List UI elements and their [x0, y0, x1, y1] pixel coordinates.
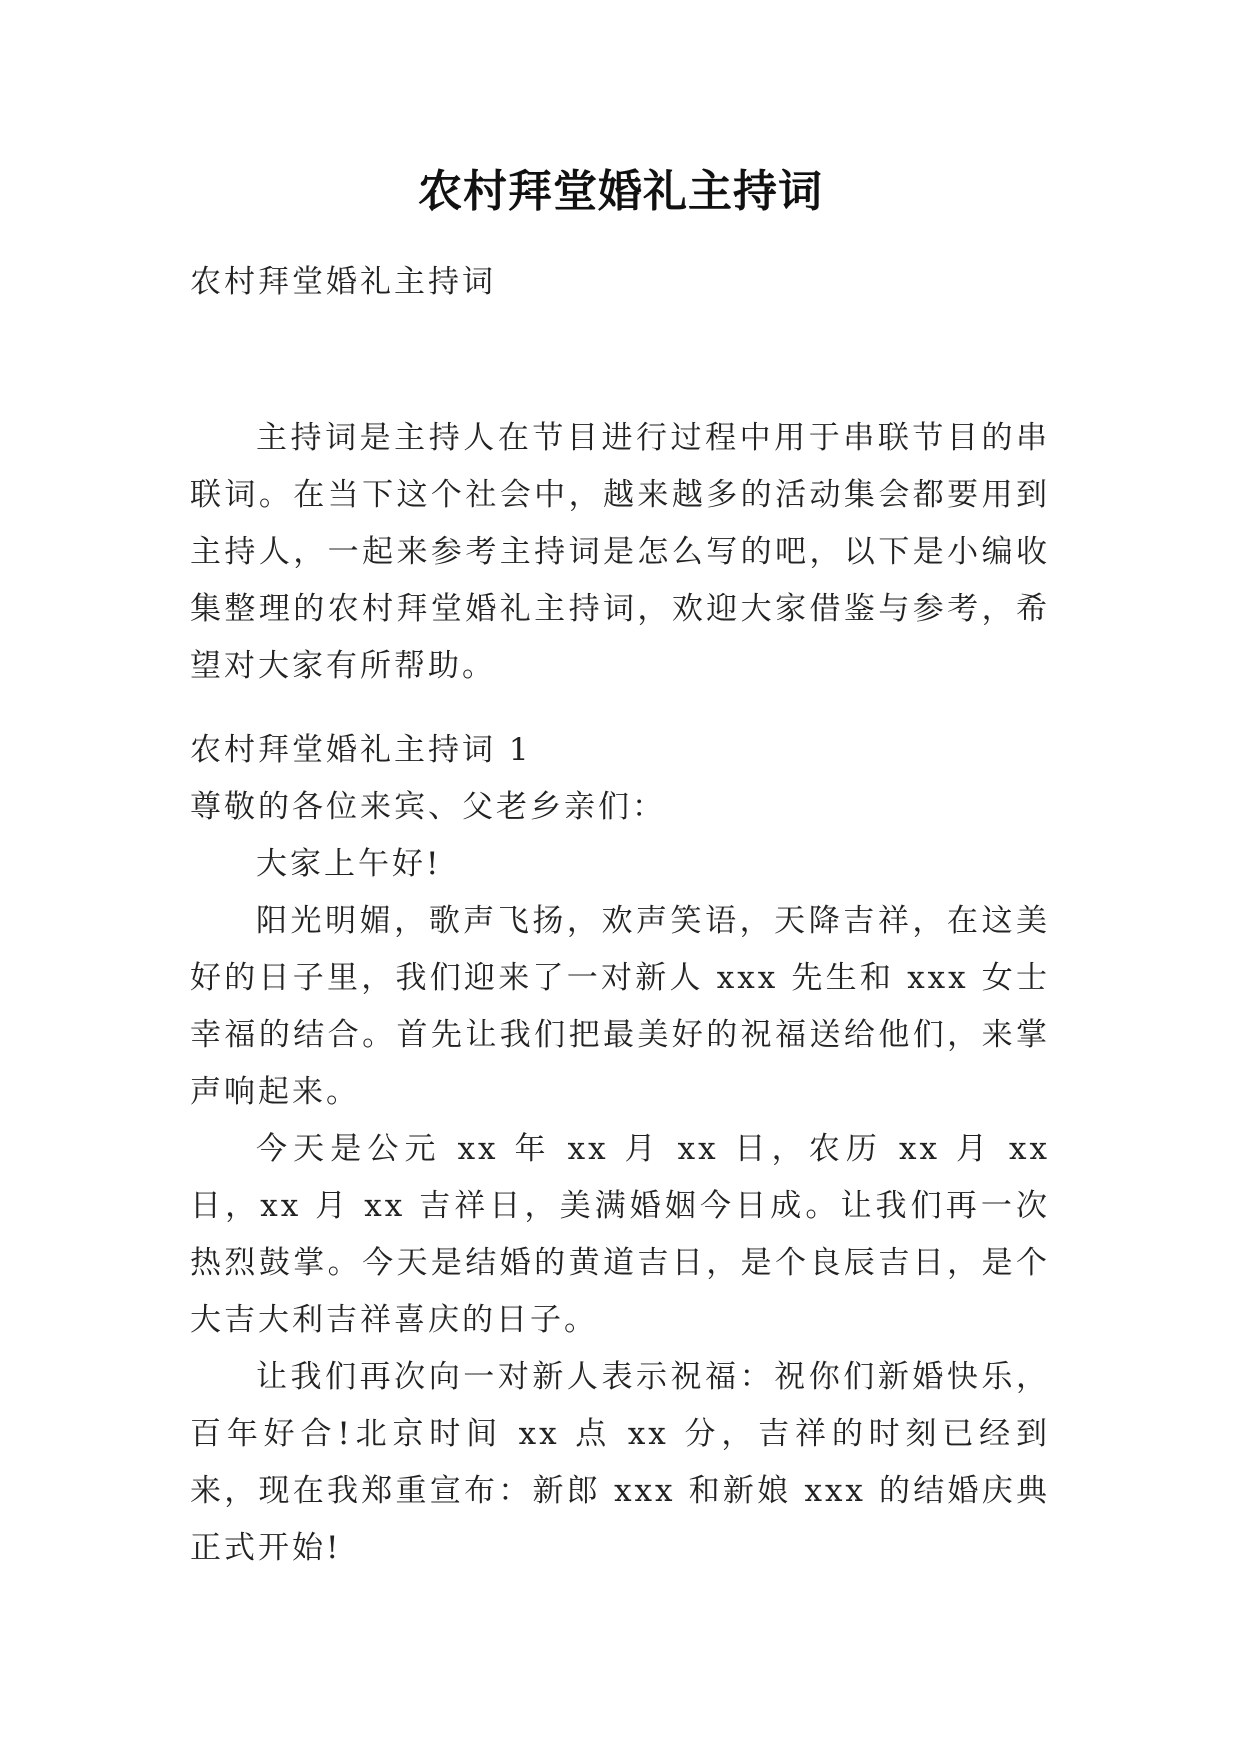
greeting: 大家上午好!: [256, 846, 442, 882]
intro-text: 主持词是主持人在节目进行过程中用于串联节目的串联词。在当下这个社会中，越来越多的活动集会都要用到主持人，一起来参考主持词是怎么写的吧，以下是小编收集整理的农村拜堂婚礼主持词，欢迎大家借鉴与参考，希望对大家有所帮助。: [190, 420, 1050, 684]
document-subtitle: [190, 254, 1050, 311]
section-heading: 农村拜堂婚礼主持词 1: [190, 732, 532, 768]
subtitle-text: 农村拜堂婚礼主持词: [190, 264, 496, 300]
salutation: 尊敬的各位来宾、父老乡亲们：: [190, 789, 666, 825]
paragraph: 阳光明媚，歌声飞扬，欢声笑语，天降吉祥，在这美好的日子里，我们迎来了一对新人 xxx 先生和 xxx 女士幸福的结合。首先让我们把最美好的祝福送给他们，来掌声响起来。: [190, 903, 1050, 1110]
document-title: 农村拜堂婚礼主持词: [418, 166, 823, 217]
intro-paragraph: [190, 410, 1050, 695]
paragraph: 让我们再次向一对新人表示祝福：祝你们新婚快乐，百年好合!北京时间 xx 点 xx 分，吉祥的时刻已经到来，现在我郑重宣布：新郎 xxx 和新娘 xxx 的结婚庆典正式开始!: [190, 1359, 1050, 1566]
section-body: [190, 722, 1050, 1577]
paragraph: 今天是公元 xx 年 xx 月 xx 日，农历 xx 月 xx 日，xx 月 xx 吉祥日，美满婚姻今日成。让我们再一次热烈鼓掌。今天是结婚的黄道吉日，是个良辰吉日，是个大吉大利吉祥喜庆的日子。: [190, 1131, 1050, 1338]
